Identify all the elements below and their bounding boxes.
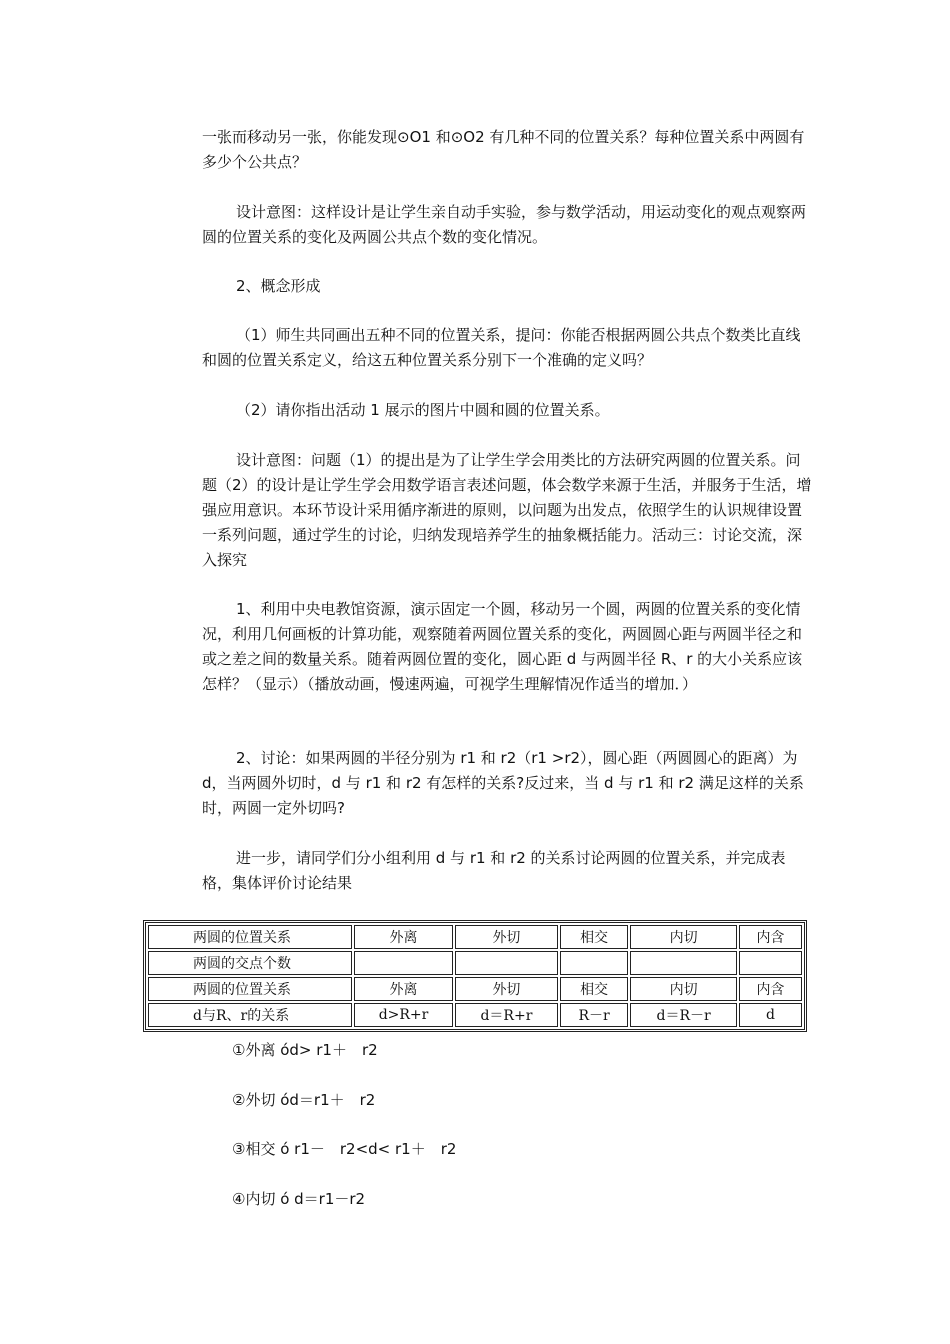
table-cell: 两圆的位置关系 bbox=[148, 925, 352, 949]
paragraph-design-intent-1: 设计意图：这样设计是让学生亲自动手实验，参与数学活动，用运动变化的观点观察两圆的位置关系的变化及两圆公共点个数的变化情况。 bbox=[202, 203, 807, 246]
table-cell: 内含 bbox=[739, 977, 802, 1001]
relation-external: ①外离 ód> r1＋ r2 bbox=[232, 1041, 378, 1059]
table-cell: d与R、r的关系 bbox=[148, 1003, 352, 1027]
section-heading-concept: 2、概念形成 bbox=[236, 277, 321, 295]
table-row bbox=[148, 925, 802, 949]
table-cell: 两圆的交点个数 bbox=[148, 951, 352, 975]
table-cell bbox=[630, 951, 737, 975]
table-cell: R－r bbox=[560, 1003, 628, 1027]
paragraph-intro: 一张而移动另一张，你能发现⊙O1 和⊙O2 有几种不同的位置关系？每种位置关系中两圆有多少个公共点？ bbox=[202, 128, 805, 171]
table-cell bbox=[455, 951, 558, 975]
paragraph-demo: 1、利用中央电教馆资源，演示固定一个圆，移动另一个圆，两圆的位置关系的变化情况，利用几何画板的计算功能，观察随着两圆位置关系的变化，两圆圆心距与两圆半径之和或之差之间的数量关系。随着两圆位置的变化，圆心距 d 与两圆半径 R、r 的大小关系应该怎样？（显示）（播放动画，慢速两遍，可视学生理解情况作适当的增加．） bbox=[202, 600, 803, 693]
relation-tangent-internal: ④内切 ó d＝r1－r2 bbox=[232, 1190, 366, 1208]
table-cell: d＝R－r bbox=[630, 1003, 737, 1027]
paragraph-question-1: （1）师生共同画出五种不同的位置关系，提问：你能否根据两圆公共点个数类比直线和圆的位置关系定义，给这五种位置关系分别下一个准确的定义吗？ bbox=[202, 326, 801, 369]
table-cell: 外切 bbox=[455, 925, 558, 949]
relation-intersect: ③相交 ó r1－ r2<d< r1＋ r2 bbox=[232, 1140, 457, 1158]
table-row bbox=[148, 951, 802, 975]
table-cell bbox=[560, 951, 628, 975]
table-cell: 两圆的位置关系 bbox=[148, 977, 352, 1001]
table-cell: d bbox=[739, 1003, 802, 1027]
table-cell: d＝R+r bbox=[455, 1003, 558, 1027]
table-cell: 内切 bbox=[630, 925, 737, 949]
paragraph-question-2: （2）请你指出活动 1 展示的图片中圆和圆的位置关系。 bbox=[236, 401, 610, 419]
table-cell bbox=[739, 951, 802, 975]
table-cell: 外切 bbox=[455, 977, 558, 1001]
paragraph-further: 进一步，请同学们分小组利用 d 与 r1 和 r2 的关系讨论两圆的位置关系，并完成表格，集体评价讨论结果 bbox=[202, 849, 786, 892]
paragraph-discussion: 2、讨论：如果两圆的半径分别为 r1 和 r2（r1 >r2），圆心距（两圆圆心的距离）为 d，当两圆外切时，d 与 r1 和 r2 有怎样的关系?反过来，当 d 与 r1 和 r2 满足这样的关系时，两圆一定外切吗? bbox=[202, 749, 804, 817]
paragraph-design-intent-2: 设计意图：问题（1）的提出是为了让学生学会用类比的方法研究两圆的位置关系。问题（2）的设计是让学生学会用数学语言表述问题，体会数学来源于生活，并服务于生活，增强应用意识。本环节设计采用循序渐进的原则，以问题为出发点，依照学生的认识规律设置一系列问题，通过学生的讨论，归纳发现培养学生的抽象概括能力。活动三：讨论交流，深入探究 bbox=[202, 451, 812, 569]
table-row bbox=[148, 977, 802, 1001]
relation-tangent-external: ②外切 ód＝r1＋ r2 bbox=[232, 1091, 376, 1109]
table-cell: 外离 bbox=[354, 977, 453, 1001]
table-cell: 外离 bbox=[354, 925, 453, 949]
table-cell: 内切 bbox=[630, 977, 737, 1001]
relation-table bbox=[143, 920, 807, 1032]
table-cell: 相交 bbox=[560, 977, 628, 1001]
table-cell: 内含 bbox=[739, 925, 802, 949]
table-row bbox=[148, 1003, 802, 1027]
table-cell: 相交 bbox=[560, 925, 628, 949]
table-cell: d>R+r bbox=[354, 1003, 453, 1027]
table-cell bbox=[354, 951, 453, 975]
